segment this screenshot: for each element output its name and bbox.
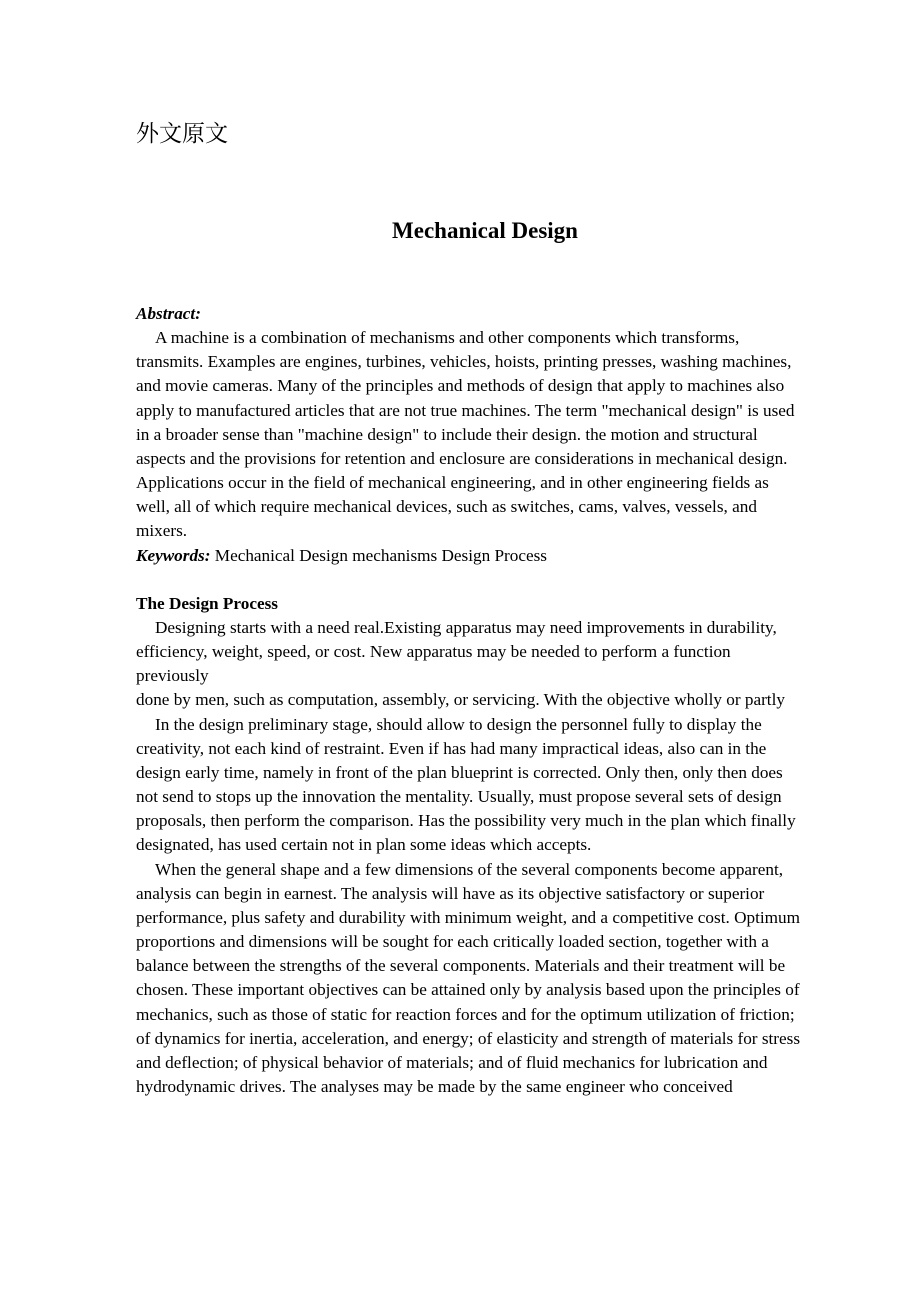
design-paragraph-1b: done by men, such as computation, assembly, or servicing. With the objective wholly or partly [136, 690, 785, 710]
section-label: 外文原文 [136, 121, 228, 147]
keywords-label: Keywords: [136, 545, 211, 565]
document-title: Mechanical Design [392, 218, 578, 243]
design-paragraph-2: In the design preliminary stage, should allow to design the personnel fully to display the creativity, not each kind of restraint. Even if has had many impractical ideas, also can in the design early time, namely in front of the plan blueprint is corrected. Only then, only then does not send to stops up the innovation the mentality. Usually, must propose several sets of design proposals, then perform the comparison. Has the possibility very much in the plan which finally designated, has used certain not in plan some ideas which accepts. [136, 714, 796, 855]
keywords-text: Mechanical Design mechanisms Design Process [210, 545, 547, 565]
design-paragraph-3: When the general shape and a few dimensions of the several components become apparent, analysis can begin in earnest. The analysis will have as its objective satisfactory or superior performance, plus safety and durability with minimum weight, and a competitive cost. Optimum proportions and dimensions will be sought for each critically loaded section, together with a balance between the strengths of the several components. Materials and their treatment will be chosen. These important objectives can be attained only by analysis based upon the principles of mechanics, such as those of static for reaction forces and for the optimum utilization of friction; of dynamics for inertia, acceleration, and energy; of elasticity and strength of materials for stress and deflection; of physical behavior of materials; and of fluid mechanics for lubrication and hydrodynamic drives. The analyses may be made by the same engineer who conceived [136, 859, 801, 1096]
spacer [136, 568, 804, 592]
keywords-line [136, 544, 804, 568]
abstract-heading: Abstract: [136, 304, 201, 323]
document-body [136, 302, 804, 1099]
section-heading: The Design Process [136, 593, 278, 613]
abstract-paragraph: A machine is a combination of mechanisms and other components which transforms, transmits. Examples are engines, turbines, vehicles, hoists, printing presses, washing machines, and movie cameras. Many of the principles and methods of design that apply to machines also apply to manufactured articles that are not true machines. The term "mechanical design" is used in a broader sense than "machine design" to include their design. the motion and structural aspects and the provisions for retention and enclosure are considerations in mechanical design. Applications occur in the field of mechanical engineering, and in other engineering fields as well, all of which require mechanical devices, such as switches, cams, valves, vessels, and mixers. [136, 328, 795, 541]
design-paragraph-1a: Designing starts with a need real.Existing apparatus may need improvements in durability, efficiency, weight, speed, or cost. New apparatus may be needed to perform a function previously [136, 618, 777, 686]
